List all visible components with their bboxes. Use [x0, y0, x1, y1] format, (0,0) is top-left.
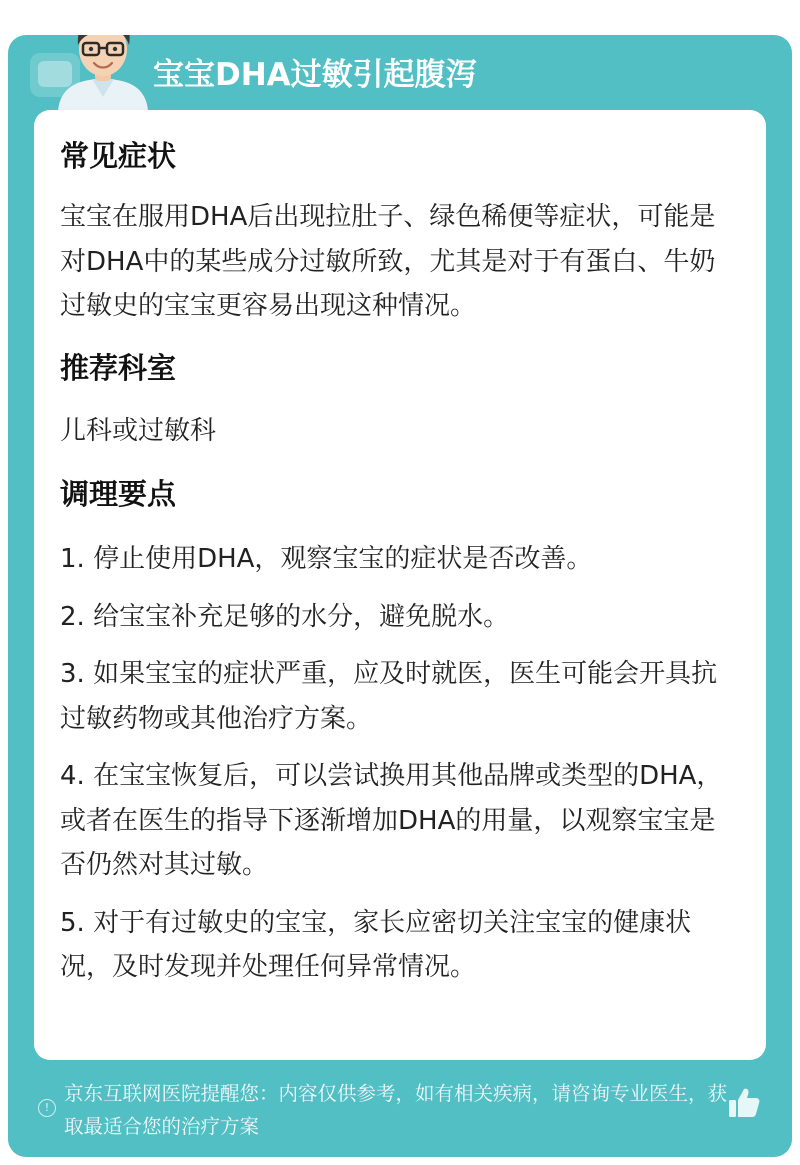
thumbs-up-icon[interactable]: [726, 1085, 762, 1121]
doctor-avatar-icon: [48, 35, 158, 111]
content-panel: [34, 110, 766, 1060]
disclaimer-footer: [34, 1075, 766, 1145]
symptoms-text: 宝宝在服用DHA后出现拉肚子、绿色稀便等症状，可能是对DHA中的某些成分过敏所致，尤其是对于有蛋白、牛奶过敏史的宝宝更容易出现这种情况。: [60, 202, 716, 321]
list-item: 1. 停止使用DHA，观察宝宝的症状是否改善。: [60, 544, 593, 574]
section-title-care-points: 调理要点: [60, 477, 177, 511]
care-points-list: [60, 537, 732, 990]
section-title-symptoms: 常见症状: [60, 139, 177, 173]
page-title: 宝宝DHA过敏引起腹泻: [153, 57, 477, 93]
disclaimer-text: 京东互联网医院提醒您：内容仅供参考，如有相关疾病，请咨询专业医生，获取最适合您的治疗方案: [64, 1082, 728, 1138]
list-item: 2. 给宝宝补充足够的水分，避免脱水。: [60, 601, 510, 632]
section-title-department: 推荐科室: [60, 350, 177, 385]
list-item: 5. 对于有过敏史的宝宝，家长应密切关注宝宝的健康状况，及时发现并处理任何异常情况。: [60, 907, 692, 982]
department-text: 儿科或过敏科: [60, 415, 217, 446]
content-body: [60, 134, 732, 1003]
list-item: 4. 在宝宝恢复后，可以尝试换用其他品牌或类型的DHA，或者在医生的指导下逐渐增加DHA的用量，以观察宝宝是否仍然对其过敏。: [60, 761, 723, 880]
article-card: [8, 35, 792, 1157]
header: [8, 35, 792, 111]
info-icon: !: [38, 1099, 56, 1117]
list-item: 3. 如果宝宝的症状严重，应及时就医，医生可能会开具抗过敏药物或其他治疗方案。: [60, 659, 718, 734]
